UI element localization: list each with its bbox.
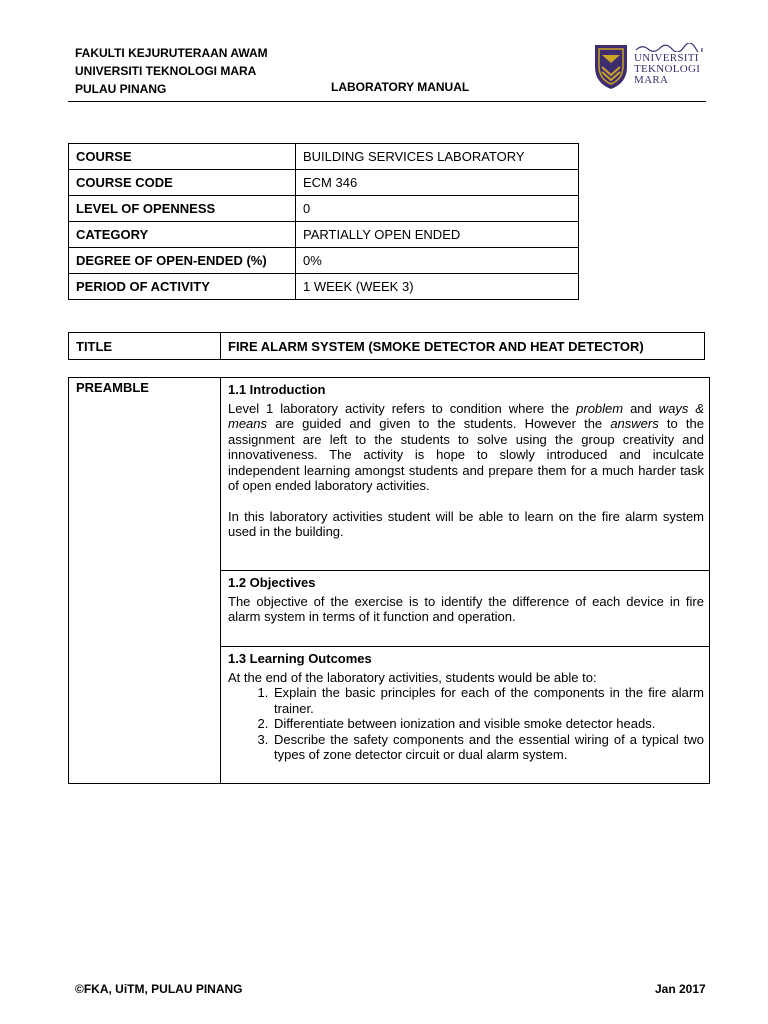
introduction-section bbox=[228, 382, 704, 540]
title-label: TITLE bbox=[69, 333, 221, 360]
jawi-script-icon bbox=[634, 43, 704, 52]
objectives-section bbox=[228, 575, 704, 625]
list-item: 2. Differentiate between ionization and visible smoke detector heads. bbox=[272, 716, 704, 732]
uitm-logo bbox=[593, 41, 709, 91]
title-value: FIRE ALARM SYSTEM (SMOKE DETECTOR AND HEAT DETECTOR) bbox=[221, 333, 705, 360]
header-divider bbox=[68, 101, 706, 102]
objectives-text: The objective of the exercise is to identify the difference of each device in fire alarm system in terms of it function and operation. bbox=[228, 593, 704, 624]
table-row bbox=[69, 274, 579, 300]
text-run: to the assignment are left to the students to solve using the group creativity and innovativeness. The activity is hope to slowly introduced and inculcate independent learning amongst students and prepare them for a much harder task of open ended laboratory activities. bbox=[228, 416, 704, 493]
section-divider bbox=[220, 646, 710, 647]
info-key: CATEGORY bbox=[69, 222, 296, 248]
table-row bbox=[69, 144, 579, 170]
learning-outcomes-section bbox=[228, 651, 704, 763]
campus-name: PULAU PINANG bbox=[75, 82, 167, 96]
table-row bbox=[69, 248, 579, 274]
info-value: 0 bbox=[296, 196, 579, 222]
table-row bbox=[69, 222, 579, 248]
emphasis-ways-means: ways & means bbox=[228, 400, 704, 431]
info-value: BUILDING SERVICES LABORATORY bbox=[296, 144, 579, 170]
footer-copyright: ©FKA, UiTM, PULAU PINANG bbox=[75, 982, 243, 996]
faculty-header bbox=[75, 44, 268, 98]
course-info-table bbox=[68, 143, 579, 300]
title-table bbox=[68, 332, 705, 360]
emphasis-problem: problem bbox=[576, 400, 624, 416]
text-run: are guided and given to the students. However the bbox=[267, 416, 611, 431]
text-run: and bbox=[623, 400, 659, 416]
title-row bbox=[69, 333, 705, 360]
introduction-paragraph-2: In this laboratory activities student will be able to learn on the fire alarm system used in the building. bbox=[228, 508, 704, 539]
logo-word-universiti: UNIVERSITI bbox=[634, 52, 699, 64]
section-divider bbox=[220, 570, 710, 571]
table-row bbox=[69, 170, 579, 196]
uitm-crest-icon bbox=[593, 41, 629, 91]
list-item: 3. Describe the safety components and the essential wiring of a typical two types of zone detector circuit or dual alarm system. bbox=[272, 732, 704, 763]
learning-outcomes-heading: 1.3 Learning Outcomes bbox=[228, 651, 372, 666]
info-value: 1 WEEK (WEEK 3) bbox=[296, 274, 579, 300]
emphasis-answers: answers bbox=[610, 416, 659, 431]
info-value: PARTIALLY OPEN ENDED bbox=[296, 222, 579, 248]
manual-title: LABORATORY MANUAL bbox=[331, 80, 470, 94]
info-value: 0% bbox=[296, 248, 579, 274]
introduction-heading: 1.1 Introduction bbox=[228, 382, 326, 397]
list-item: 1. Explain the basic principles for each of the components in the fire alarm trainer. bbox=[272, 685, 704, 716]
info-key: DEGREE OF OPEN-ENDED (%) bbox=[69, 248, 296, 274]
table-row bbox=[69, 196, 579, 222]
info-value: ECM 346 bbox=[296, 170, 579, 196]
objectives-heading: 1.2 Objectives bbox=[228, 575, 316, 590]
introduction-paragraph bbox=[228, 401, 704, 494]
preamble-table bbox=[68, 377, 710, 784]
faculty-name: FAKULTI KEJURUTERAAN AWAM bbox=[75, 46, 268, 60]
info-key: PERIOD OF ACTIVITY bbox=[69, 274, 296, 300]
logo-wordmark bbox=[634, 53, 700, 86]
footer-date: Jan 2017 bbox=[655, 982, 706, 996]
preamble-column-divider bbox=[220, 378, 221, 783]
preamble-label: PREAMBLE bbox=[76, 380, 149, 395]
university-name: UNIVERSITI TEKNOLOGI MARA bbox=[75, 64, 257, 78]
text-run: Level 1 laboratory activity refers to condition where the bbox=[228, 400, 577, 416]
learning-outcomes-intro: At the end of the laboratory activities, students would be able to: bbox=[228, 669, 597, 685]
info-key: COURSE bbox=[69, 144, 296, 170]
info-key: LEVEL OF OPENNESS bbox=[69, 196, 296, 222]
course-info-body bbox=[69, 144, 579, 300]
info-key: COURSE CODE bbox=[69, 170, 296, 196]
learning-outcomes-list bbox=[228, 685, 704, 763]
logo-word-teknologi: TEKNOLOGI bbox=[634, 63, 701, 75]
logo-word-mara: MARA bbox=[634, 74, 669, 86]
